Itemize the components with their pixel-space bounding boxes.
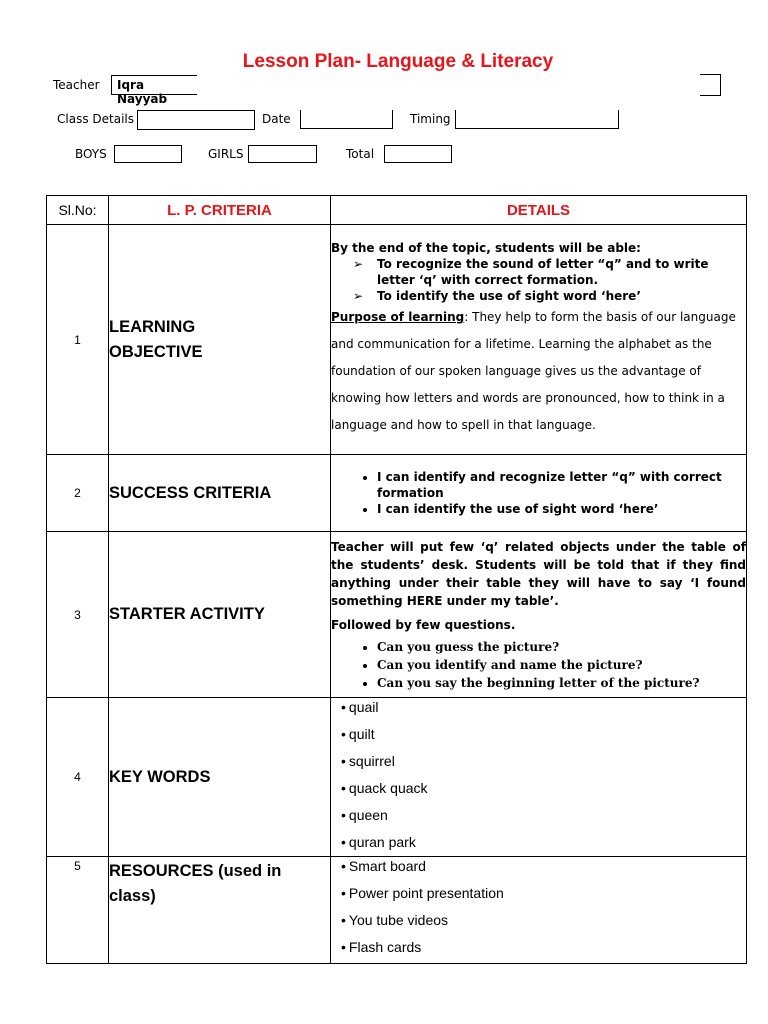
purpose-text: : They help to form the basis of our language and communication for a lifetime. Learning the alphabet as the foundation of our spoken language gives us the advantage of knowing how letters and words are pronounced, how to think in a language and how to spell in that language. <box>331 310 736 432</box>
timing-label: Timing <box>410 112 451 126</box>
list-item: • Smart board <box>341 853 746 880</box>
criteria-cell <box>109 225 331 455</box>
table-row <box>47 225 747 455</box>
timing-field[interactable] <box>455 110 619 129</box>
table-row <box>47 532 747 698</box>
row-number: 5 <box>47 857 109 964</box>
resources-list <box>331 853 746 961</box>
details-cell <box>331 455 747 532</box>
row-number: 1 <box>47 225 109 455</box>
teacher-label: Teacher <box>53 78 100 92</box>
table-header-row <box>47 196 747 225</box>
list-item: • squirrel <box>341 748 746 775</box>
row-number: 3 <box>47 532 109 698</box>
page-title: Lesson Plan- Language & Literacy <box>242 51 554 72</box>
criteria-label: STARTER ACTIVITY <box>109 532 331 698</box>
list-item: • Can you identify and name the picture? <box>377 656 746 674</box>
key-words-list <box>331 694 746 856</box>
lesson-plan-table <box>46 195 747 964</box>
total-label: Total <box>346 147 375 161</box>
class-details-label: Class Details <box>57 112 134 126</box>
list-item: • Power point presentation <box>341 880 746 907</box>
row-number: 4 <box>47 698 109 857</box>
list-item: • quail <box>341 694 746 721</box>
list-item: • quilt <box>341 721 746 748</box>
girls-label: GIRLS <box>208 147 244 161</box>
teacher-field[interactable] <box>111 75 197 106</box>
table-row <box>47 698 747 857</box>
list-item: • I can identify and recognize letter “q” with correct formation <box>377 469 746 501</box>
row-number: 2 <box>47 455 109 532</box>
details-cell <box>331 857 747 964</box>
list-item: • I can identify the use of sight word ‘here’ <box>377 501 746 517</box>
list-item: • queen <box>341 802 746 829</box>
question-list <box>331 638 746 692</box>
total-field[interactable] <box>384 145 452 163</box>
purpose-paragraph <box>331 304 746 439</box>
boys-label: BOYS <box>75 147 107 161</box>
teacher-value: Iqra Nayyab <box>117 78 168 106</box>
success-criteria-list <box>331 469 746 517</box>
date-field[interactable] <box>300 110 393 129</box>
criteria-label: RESOURCES (used in class) <box>109 862 282 905</box>
girls-field[interactable] <box>248 145 317 163</box>
followed-text: Followed by few questions. <box>331 617 516 632</box>
criteria-label: SUCCESS CRITERIA <box>109 455 331 532</box>
list-item: • You tube videos <box>341 907 746 934</box>
criteria-label: KEY WORDS <box>109 698 331 857</box>
boys-field[interactable] <box>114 145 182 163</box>
class-details-field[interactable] <box>137 110 255 130</box>
criteria-label: LEARNING OBJECTIVE <box>109 317 203 361</box>
list-item: • Can you guess the picture? <box>377 638 746 656</box>
details-cell <box>331 698 747 857</box>
objective-intro: By the end of the topic, students will be able: <box>331 241 641 255</box>
list-item: • quack quack <box>341 775 746 802</box>
list-item: ➢ To recognize the sound of letter “q” and to write letter ‘q’ with correct formation. <box>353 256 746 288</box>
objective-list <box>331 256 746 304</box>
header-criteria: L. P. CRITERIA <box>109 196 331 225</box>
criteria-cell <box>109 857 331 964</box>
table-row <box>47 455 747 532</box>
details-cell <box>331 532 747 698</box>
list-item: ➢ To identify the use of sight word ‘here’ <box>353 288 746 304</box>
header-sl-no: Sl.No: <box>47 196 109 225</box>
date-label: Date <box>262 112 291 126</box>
teacher-field-end <box>700 74 721 96</box>
header-details: DETAILS <box>331 196 747 225</box>
details-cell <box>331 225 747 455</box>
starter-paragraph: Teacher will put few ‘q’ related objects under the table of the students’ desk. Students will be told that if they find anything under their table they will have to say ‘I found something HERE under my table’. <box>331 539 746 608</box>
list-item: • Flash cards <box>341 934 746 961</box>
table-row <box>47 857 747 964</box>
list-item: • Can you say the beginning letter of the picture? <box>377 674 746 692</box>
list-item: • quran park <box>341 829 746 856</box>
purpose-label: Purpose of learning <box>331 310 465 324</box>
